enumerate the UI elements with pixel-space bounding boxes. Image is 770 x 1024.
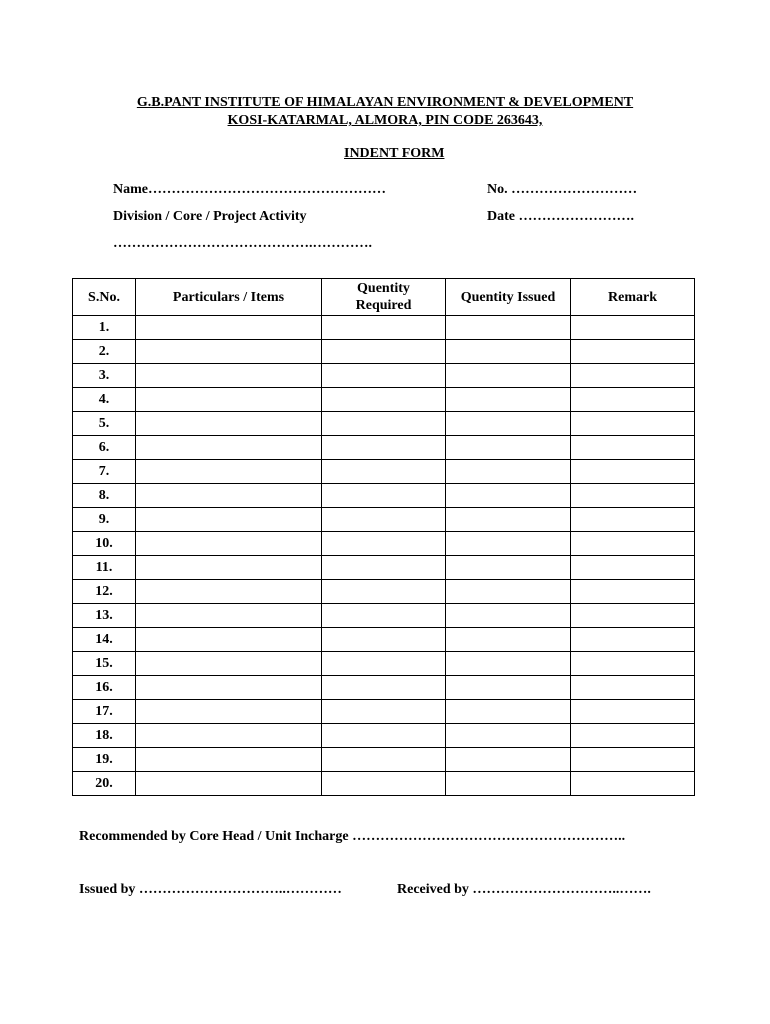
table-row bbox=[73, 388, 695, 412]
quantity-issued-cell[interactable] bbox=[446, 580, 571, 604]
row-number-cell: 10. bbox=[73, 532, 136, 556]
quantity-required-cell[interactable] bbox=[322, 748, 446, 772]
indent-table bbox=[72, 278, 695, 796]
particulars-cell[interactable] bbox=[136, 316, 322, 340]
quantity-required-cell[interactable] bbox=[322, 556, 446, 580]
quantity-issued-cell[interactable] bbox=[446, 508, 571, 532]
name-field-label[interactable]: Name…………………………………………… bbox=[113, 182, 386, 197]
column-header-quantity-required: Quentity Required bbox=[322, 279, 446, 316]
quantity-required-cell[interactable] bbox=[322, 604, 446, 628]
quantity-issued-cell[interactable] bbox=[446, 532, 571, 556]
quantity-issued-cell[interactable] bbox=[446, 748, 571, 772]
table-row bbox=[73, 748, 695, 772]
quantity-issued-cell[interactable] bbox=[446, 604, 571, 628]
remark-cell[interactable] bbox=[571, 676, 695, 700]
quantity-required-cell[interactable] bbox=[322, 436, 446, 460]
quantity-issued-cell[interactable] bbox=[446, 364, 571, 388]
form-title: INDENT FORM bbox=[344, 146, 445, 161]
row-number-cell: 16. bbox=[73, 676, 136, 700]
table-row bbox=[73, 628, 695, 652]
column-header-remark: Remark bbox=[571, 279, 695, 316]
row-number-cell: 4. bbox=[73, 388, 136, 412]
table-row bbox=[73, 676, 695, 700]
column-header-particulars: Particulars / Items bbox=[136, 279, 322, 316]
quantity-required-cell[interactable] bbox=[322, 724, 446, 748]
quantity-issued-cell[interactable] bbox=[446, 772, 571, 796]
row-number-cell: 12. bbox=[73, 580, 136, 604]
quantity-required-cell[interactable] bbox=[322, 460, 446, 484]
table-row bbox=[73, 532, 695, 556]
particulars-cell[interactable] bbox=[136, 388, 322, 412]
quantity-required-cell[interactable] bbox=[322, 580, 446, 604]
particulars-cell[interactable] bbox=[136, 340, 322, 364]
row-number-cell: 13. bbox=[73, 604, 136, 628]
table-row bbox=[73, 724, 695, 748]
remark-cell[interactable] bbox=[571, 652, 695, 676]
quantity-issued-cell[interactable] bbox=[446, 412, 571, 436]
remark-cell[interactable] bbox=[571, 388, 695, 412]
received-by-line[interactable]: Received by …………………………..……. bbox=[397, 882, 651, 897]
remark-cell[interactable] bbox=[571, 748, 695, 772]
table-row bbox=[73, 652, 695, 676]
quantity-required-cell[interactable] bbox=[322, 388, 446, 412]
particulars-cell[interactable] bbox=[136, 772, 322, 796]
quantity-issued-cell[interactable] bbox=[446, 628, 571, 652]
table-row bbox=[73, 412, 695, 436]
row-number-cell: 11. bbox=[73, 556, 136, 580]
particulars-cell[interactable] bbox=[136, 724, 322, 748]
date-field-label[interactable]: Date ……………………. bbox=[487, 209, 634, 224]
row-number-cell: 17. bbox=[73, 700, 136, 724]
remark-cell[interactable] bbox=[571, 604, 695, 628]
quantity-issued-cell[interactable] bbox=[446, 556, 571, 580]
quantity-required-cell[interactable] bbox=[322, 628, 446, 652]
row-number-cell: 7. bbox=[73, 460, 136, 484]
particulars-cell[interactable] bbox=[136, 604, 322, 628]
table-row bbox=[73, 604, 695, 628]
particulars-cell[interactable] bbox=[136, 628, 322, 652]
quantity-issued-cell[interactable] bbox=[446, 652, 571, 676]
quantity-required-cell[interactable] bbox=[322, 412, 446, 436]
quantity-required-cell[interactable] bbox=[322, 316, 446, 340]
remark-cell[interactable] bbox=[571, 628, 695, 652]
column-header-quantity-issued: Quentity Issued bbox=[446, 279, 571, 316]
particulars-cell[interactable] bbox=[136, 748, 322, 772]
row-number-cell: 2. bbox=[73, 340, 136, 364]
particulars-cell[interactable] bbox=[136, 508, 322, 532]
division-continuation-line[interactable]: …………………………………….…………. bbox=[113, 236, 372, 251]
quantity-required-cell[interactable] bbox=[322, 700, 446, 724]
particulars-cell[interactable] bbox=[136, 364, 322, 388]
row-number-cell: 18. bbox=[73, 724, 136, 748]
particulars-cell[interactable] bbox=[136, 484, 322, 508]
remark-cell[interactable] bbox=[571, 340, 695, 364]
particulars-cell[interactable] bbox=[136, 676, 322, 700]
table-row bbox=[73, 700, 695, 724]
remark-cell[interactable] bbox=[571, 724, 695, 748]
quantity-issued-cell[interactable] bbox=[446, 676, 571, 700]
row-number-cell: 1. bbox=[73, 316, 136, 340]
remark-cell[interactable] bbox=[571, 484, 695, 508]
remark-cell[interactable] bbox=[571, 772, 695, 796]
row-number-cell: 8. bbox=[73, 484, 136, 508]
quantity-required-cell[interactable] bbox=[322, 484, 446, 508]
particulars-cell[interactable] bbox=[136, 556, 322, 580]
remark-cell[interactable] bbox=[571, 316, 695, 340]
quantity-issued-cell[interactable] bbox=[446, 436, 571, 460]
particulars-cell[interactable] bbox=[136, 700, 322, 724]
remark-cell[interactable] bbox=[571, 460, 695, 484]
quantity-required-cell[interactable] bbox=[322, 772, 446, 796]
quantity-required-cell[interactable] bbox=[322, 532, 446, 556]
row-number-cell: 9. bbox=[73, 508, 136, 532]
quantity-issued-cell[interactable] bbox=[446, 460, 571, 484]
particulars-cell[interactable] bbox=[136, 532, 322, 556]
remark-cell[interactable] bbox=[571, 580, 695, 604]
table-row bbox=[73, 316, 695, 340]
particulars-cell[interactable] bbox=[136, 460, 322, 484]
division-field-label[interactable]: Division / Core / Project Activity bbox=[113, 209, 307, 224]
table-header-row bbox=[73, 279, 695, 316]
row-number-cell: 19. bbox=[73, 748, 136, 772]
quantity-required-cell[interactable] bbox=[322, 508, 446, 532]
remark-cell[interactable] bbox=[571, 508, 695, 532]
quantity-required-cell[interactable] bbox=[322, 340, 446, 364]
row-number-cell: 5. bbox=[73, 412, 136, 436]
table-row bbox=[73, 460, 695, 484]
issued-by-line[interactable]: Issued by …………………………..………… bbox=[79, 882, 342, 897]
particulars-cell[interactable] bbox=[136, 580, 322, 604]
quantity-issued-cell[interactable] bbox=[446, 340, 571, 364]
recommended-by-line[interactable]: Recommended by Core Head / Unit Incharge ………………………………………………….. bbox=[79, 829, 626, 844]
institute-address: KOSI-KATARMAL, ALMORA, PIN CODE 263643, bbox=[227, 113, 543, 128]
row-number-cell: 20. bbox=[73, 772, 136, 796]
quantity-required-cell[interactable] bbox=[322, 652, 446, 676]
quantity-issued-cell[interactable] bbox=[446, 316, 571, 340]
table-row bbox=[73, 772, 695, 796]
institute-name: G.B.PANT INSTITUTE OF HIMALAYAN ENVIRONMENT & DEVELOPMENT bbox=[136, 95, 634, 110]
remark-cell[interactable] bbox=[571, 436, 695, 460]
remark-cell[interactable] bbox=[571, 556, 695, 580]
particulars-cell[interactable] bbox=[136, 652, 322, 676]
table-row bbox=[73, 340, 695, 364]
row-number-cell: 14. bbox=[73, 628, 136, 652]
table-row bbox=[73, 556, 695, 580]
remark-cell[interactable] bbox=[571, 364, 695, 388]
remark-cell[interactable] bbox=[571, 412, 695, 436]
quantity-required-cell[interactable] bbox=[322, 364, 446, 388]
quantity-issued-cell[interactable] bbox=[446, 484, 571, 508]
column-header-sno: S.No. bbox=[73, 279, 136, 316]
quantity-issued-cell[interactable] bbox=[446, 724, 571, 748]
quantity-required-cell[interactable] bbox=[322, 676, 446, 700]
table-row bbox=[73, 436, 695, 460]
table-row bbox=[73, 484, 695, 508]
quantity-issued-cell[interactable] bbox=[446, 700, 571, 724]
table-row bbox=[73, 580, 695, 604]
remark-cell[interactable] bbox=[571, 700, 695, 724]
particulars-cell[interactable] bbox=[136, 412, 322, 436]
remark-cell[interactable] bbox=[571, 532, 695, 556]
table-row bbox=[73, 364, 695, 388]
table-row bbox=[73, 508, 695, 532]
row-number-cell: 3. bbox=[73, 364, 136, 388]
row-number-cell: 6. bbox=[73, 436, 136, 460]
number-field-label[interactable]: No. ……………………… bbox=[487, 182, 638, 197]
row-number-cell: 15. bbox=[73, 652, 136, 676]
particulars-cell[interactable] bbox=[136, 436, 322, 460]
quantity-issued-cell[interactable] bbox=[446, 388, 571, 412]
